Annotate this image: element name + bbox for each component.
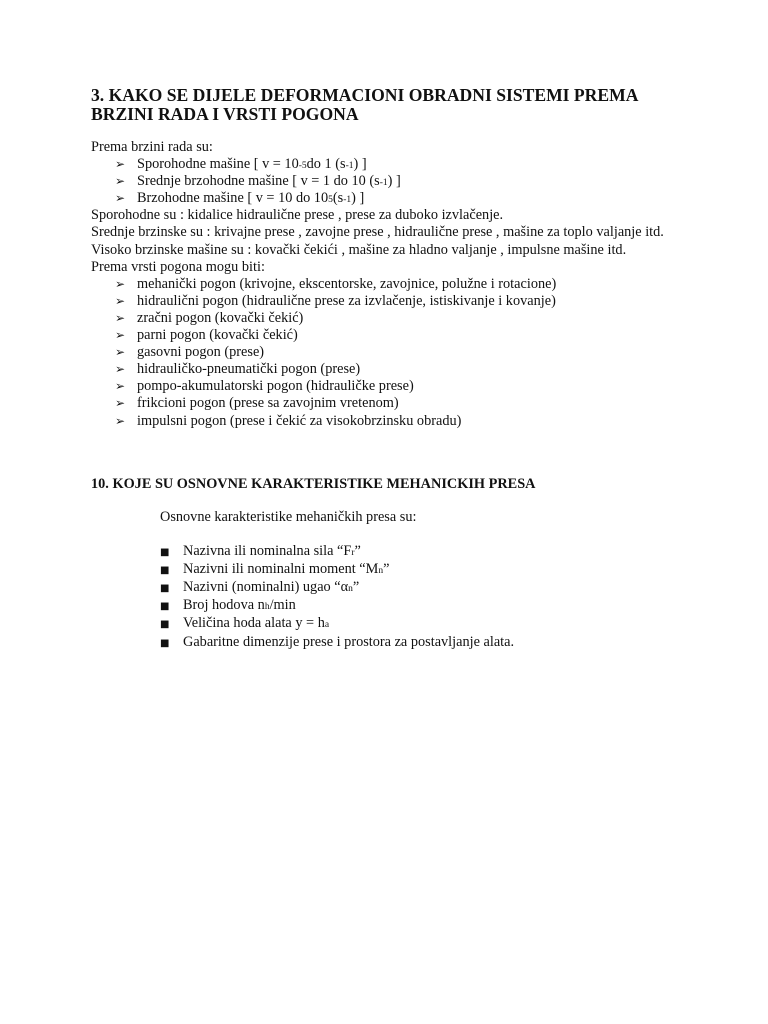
- square-bullet-icon: ■: [160, 637, 170, 649]
- drive-item: ➢ impulsni pogon (prese i čekić za visokobrzinsku obradu): [115, 412, 462, 429]
- drive-intro: Prema vrsti pogona mogu biti:: [91, 258, 265, 275]
- drive-item: ➢ pompo-akumulatorski pogon (hidrauličke prese): [115, 378, 414, 395]
- arrow-bullet-icon: ➢: [115, 310, 126, 325]
- square-bullet-icon: ■: [160, 583, 170, 595]
- drive-item: ➢ hidraulični pogon (hidraulične prese za izvlačenje, istiskivanje i kovanje): [115, 292, 556, 309]
- arrow-bullet-icon: ➢: [115, 413, 126, 428]
- characteristic-item: ■ Broj hodova n h /min: [160, 597, 680, 615]
- drive-item: ➢ hidrauličko-pneumatički pogon (prese): [115, 361, 361, 378]
- arrow-bullet-icon: ➢: [115, 328, 126, 343]
- square-bullet-icon: ■: [160, 601, 170, 613]
- arrow-bullet-icon: ➢: [115, 345, 126, 360]
- section-10-body: [160, 509, 680, 652]
- arrow-bullet-icon: ➢: [115, 191, 126, 206]
- characteristic-item: ■ Gabaritne dimenzije prese i prostora za postavljanje alata.: [160, 634, 680, 652]
- arrow-bullet-icon: ➢: [115, 293, 126, 308]
- medium-machines-paragraph: Srednje brzinske su : krivajne prese , zavojne prese , hidraulične prese , mašine za toplo valjanje itd.: [91, 224, 664, 241]
- characteristics-intro: Osnovne karakteristike mehaničkih presa su:: [160, 509, 417, 525]
- drive-item: ➢ frikcioni pogon (prese sa zavojnim vretenom): [115, 395, 399, 412]
- square-bullet-icon: ■: [160, 547, 170, 559]
- speed-item-fast: ➢ Brzohodne mašine [ v = 10 do 10 5 (s -1 ) ]: [115, 190, 365, 207]
- speed-item-medium: ➢ Srednje brzohodne mašine [ v = 1 do 10 (s -1 ) ]: [115, 173, 401, 190]
- section-3-heading: 3. KAKO SE DIJELE DEFORMACIONI OBRADNI SISTEMI PREMA BRZINI RADA I VRSTI POGONA: [91, 85, 638, 124]
- arrow-bullet-icon: ➢: [115, 379, 126, 394]
- arrow-bullet-icon: ➢: [115, 276, 126, 291]
- arrow-bullet-icon: ➢: [115, 362, 126, 377]
- fast-machines-paragraph: Visoko brzinske mašine su : kovački čekići , mašine za hladno valjanje , impulsne mašine itd.: [91, 241, 627, 258]
- arrow-bullet-icon: ➢: [115, 174, 126, 189]
- characteristic-item: ■ Nazivni ili nominalni moment “M n ”: [160, 561, 680, 579]
- drive-item: ➢ mehanički pogon (krivojne, ekscentorske, zavojnice, polužne i rotacione): [115, 275, 557, 292]
- speed-intro: Prema brzini rada su:: [91, 139, 213, 155]
- square-bullet-icon: ■: [160, 619, 170, 631]
- speed-item-slow: ➢ Sporohodne mašine [ v = 10 -5 do 1 (s -1 ) ]: [115, 156, 367, 173]
- alpha-symbol: α: [340, 579, 349, 596]
- characteristic-item: ■ Nazivni (nominalni) ugao “ α n ”: [160, 579, 680, 597]
- drive-item: ➢ zračni pogon (kovački čekić): [115, 309, 304, 326]
- drive-item: ➢ gasovni pogon (prese): [115, 344, 265, 361]
- characteristic-item: ■ Nazivna ili nominalna sila “F r ”: [160, 543, 680, 561]
- slow-machines-paragraph: Sporohodne su : kidalice hidraulične prese , prese za duboko izvlačenje.: [91, 207, 504, 224]
- arrow-bullet-icon: ➢: [115, 157, 126, 172]
- section-3-body: [91, 139, 681, 430]
- spacer: [160, 526, 680, 543]
- arrow-bullet-icon: ➢: [115, 396, 126, 411]
- drive-item: ➢ parni pogon (kovački čekić): [115, 327, 298, 344]
- square-bullet-icon: ■: [160, 565, 170, 577]
- characteristic-item: ■ Veličina hoda alata y = h a: [160, 615, 680, 633]
- section-10-heading: 10. KOJE SU OSNOVNE KARAKTERISTIKE MEHANICKIH PRESA: [91, 476, 536, 492]
